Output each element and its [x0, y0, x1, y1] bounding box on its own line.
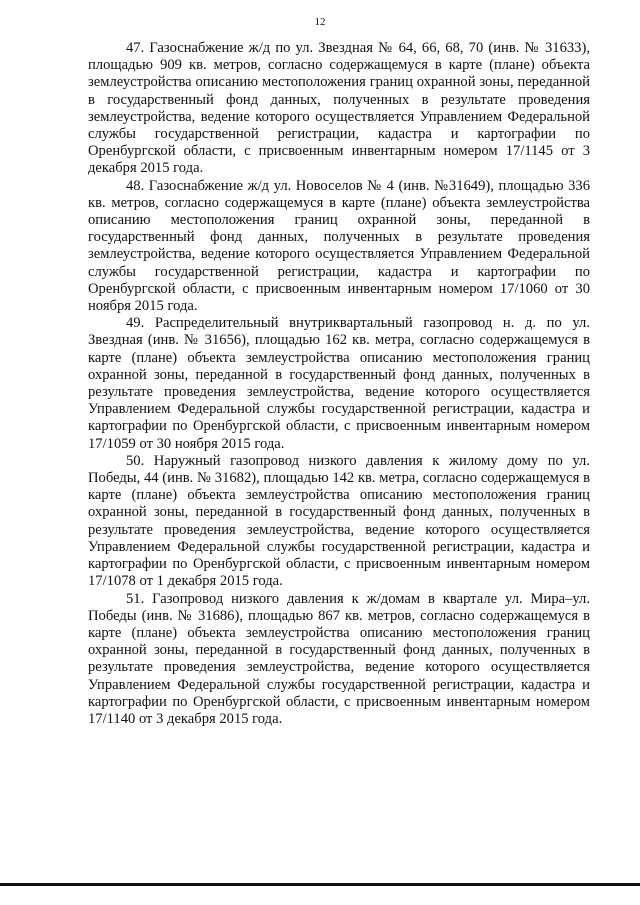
paragraph-item-50: 50. Наружный газопровод низкого давления к жилому дому по ул. Победы, 44 (инв. № 31682), площадью 142 кв. метра, согласно содержащемуся в карте (плане) объекта землеустройства описанию местоположения границ охранной зоны, переданной в государственный фонд данных, полученных в результате проведения землеустройства, ведение которого осуществляется Управлением Федеральной службы государственной регистрации, кадастра и картографии по Оренбургской области, с присвоенным инвентарным номером 17/1078 от 1 декабря 2015 года.	[88, 452, 590, 590]
page-number: 12	[314, 16, 326, 28]
bottom-divider	[0, 883, 640, 886]
paragraph-item-47: 47. Газоснабжение ж/д по ул. Звездная № 64, 66, 68, 70 (инв. № 31633), площадью 909 кв. метров, согласно содержащемуся в карте (плане) объекта землеустройства описанию местоположения границ охранной зоны, переданной в государственный фонд данных, полученных в результате проведения землеустройства, ведение которого осуществляется Управлением Федеральной службы государственной регистрации, кадастра и картографии по Оренбургской области, с присвоенным инвентарным номером 17/1145 от 3 декабря 2015 года.	[88, 40, 590, 177]
document-body	[88, 40, 590, 728]
paragraph-item-51: 51. Газопровод низкого давления к ж/домам в квартале ул. Мира–ул. Победы (инв. № 31686), площадью 867 кв. метров, согласно содержащемуся в карте (плане) объекта землеустройства описанию местоположения границ охранной зоны, переданной в государственный фонд данных, полученных в результате проведения землеустройства, ведение которого осуществляется Управлением Федеральной службы государственной регистрации, кадастра и картографии по Оренбургской области, с присвоенным инвентарным номером 17/1140 от 3 декабря 2015 года.	[88, 590, 590, 727]
paragraph-item-49: 49. Распределительный внутриквартальный газопровод н. д. по ул. Звездная (инв. № 31656), площадью 162 кв. метра, согласно содержащемуся в карте (плане) объекта землеустройства описанию местоположения границ охранной зоны, переданной в государственный фонд данных, полученных в результате проведения землеустройства, ведение которого осуществляется Управлением Федеральной службы государственной регистрации, кадастра и картографии по Оренбургской области, с присвоенным инвентарным номером 17/1059 от 30 ноября 2015 года.	[88, 315, 590, 452]
paragraph-item-48: 48. Газоснабжение ж/д ул. Новоселов № 4 (инв. №31649), площадью 336 кв. метров, согласно содержащемуся в карте (плане) объекта землеустройства описанию местоположения границ охранной зоны, переданной в государственный фонд данных, полученных в результате проведения землеустройства, ведение которого осуществляется Управлением Федеральной службы государственной регистрации, кадастра и картографии по Оренбургской области, с присвоенным инвентарным номером 17/1060 от 30 ноября 2015 года.	[88, 177, 590, 315]
